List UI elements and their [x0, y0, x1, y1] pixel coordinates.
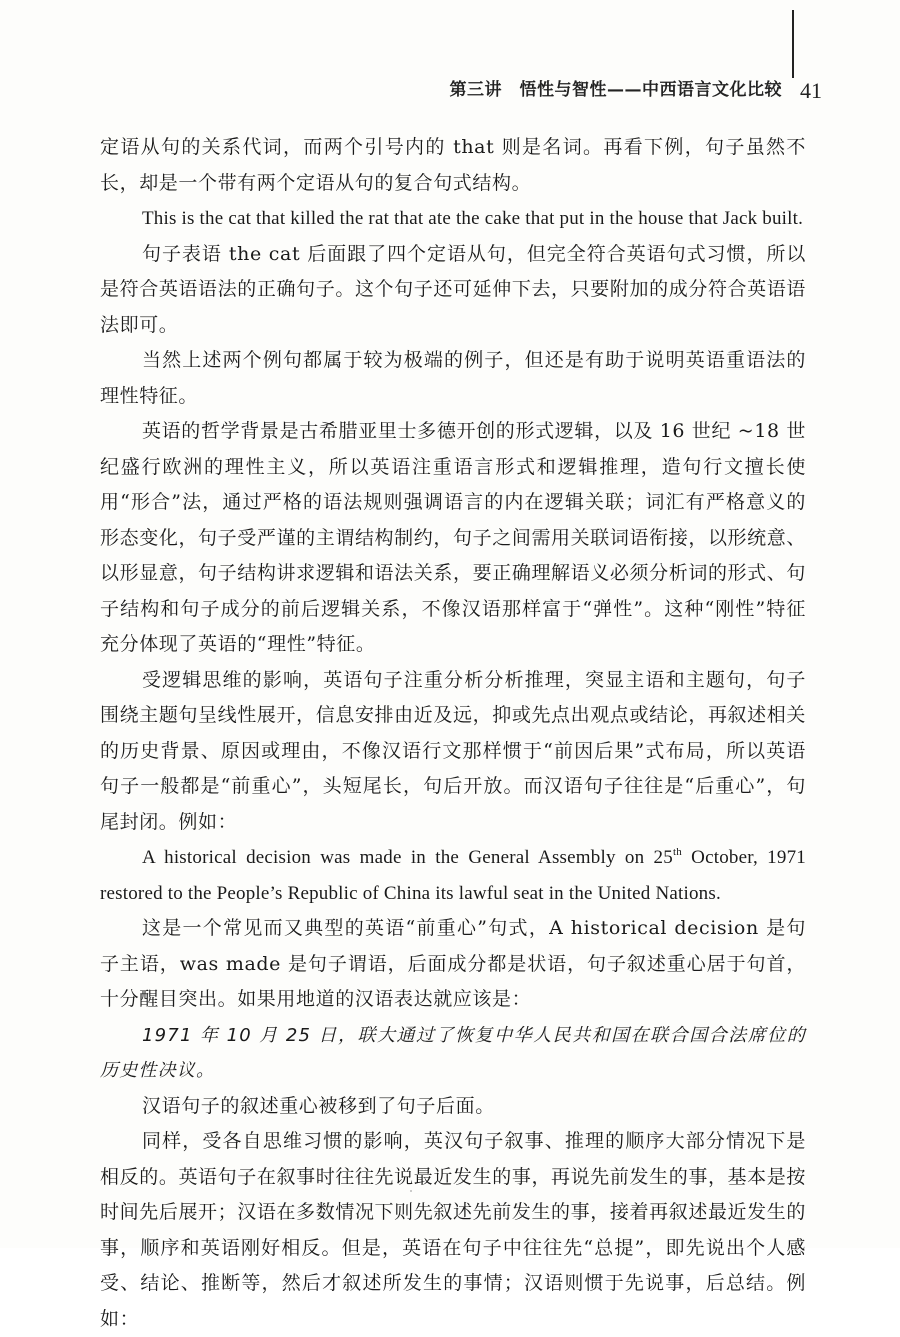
paragraph: 这是一个常见而又典型的英语“前重心”句式，A historical decision 是句子主语，was made 是句子谓语，后面成分都是状语，句子叙述重心居于句首，十分醒目突出。如果用地道的汉语表达就应该是：: [100, 917, 806, 1010]
paragraph: 当然上述两个例句都属于较为极端的例子，但还是有助于说明英语重语法的理性特征。: [100, 349, 806, 407]
chapter-title: 第三讲 悟性与智性——中西语言文化比较: [449, 80, 782, 100]
paragraph: 英语的哲学背景是古希腊亚里士多德开创的形式逻辑，以及 16 世纪 ~18 世纪盛行欧洲的理性主义，所以英语注重语言形式和逻辑推理，造句行文擅长使用“形合”法，通过严格的语法规则强调语言的内在逻辑关联；词汇有严格意义的形态变化，句子受严谨的主谓结构制约，句子之间需用关联词语衔接，以形统意、以形显意，句子结构讲求逻辑和语法关系，要正确理解语义必须分析词的形式、句子结构和句子成分的前后逻辑关系，不像汉语那样富于“弹性”。这种“刚性”特征充分体现了英语的“理性”特征。: [100, 420, 806, 655]
example-text-part: A historical decision was made in the General Assembly on 25: [142, 847, 673, 868]
example-sentence-english: [100, 840, 806, 911]
paragraph: 汉语句子的叙述重心被移到了句子后面。: [142, 1094, 495, 1117]
running-header: [450, 68, 823, 108]
header-divider: [792, 10, 794, 78]
print-speck: [410, 1190, 412, 1192]
example-sentence-english: This is the cat that killed the rat that ate the cake that put in the house that Jack built.: [142, 208, 804, 229]
ordinal-suffix: th: [672, 846, 682, 858]
example-text-part: October, 1971 restored to the People’s Republic of China its lawful seat in the United Nations.: [100, 847, 806, 904]
paragraph: 同样，受各自思维习惯的影响，英汉句子叙事、推理的顺序大部分情况下是相反的。英语句子在叙事时往往先说最近发生的事，再说先前发生的事，基本是按时间先后展开；汉语在多数情况下则先叙述先前发生的事，接着再叙述最近发生的事，顺序和英语刚好相反。但是，英语在句子中往往先“总提”，即先说出个人感受、结论、推断等，然后才叙述所发生的事情；汉语则惯于先说事，后总结。例如：: [100, 1130, 806, 1330]
example-sentence-chinese: 1971 年 10 月 25 日，联大通过了恢复中华人民共和国在联合国合法席位的历史性决议。: [100, 1024, 806, 1081]
paragraph: 句子表语 the cat 后面跟了四个定语从句，但完全符合英语句式习惯，所以是符合英语语法的正确句子。这个句子还可延伸下去，只要附加的成分符合英语语法即可。: [100, 242, 806, 336]
paragraph: 受逻辑思维的影响，英语句子注重分析分析推理，突显主语和主题句，句子围绕主题句呈线性展开，信息安排由近及远，抑或先点出观点或结论，再叙述相关的历史背景、原因或理由，不像汉语行文那样惯于“前因后果”式布局，所以英语句子一般都是“前重心”，头短尾长，句后开放。而汉语句子往往是“后重心”，句尾封闭。例如：: [100, 668, 806, 833]
paragraph: 定语从句的关系代词，而两个引号内的 that 则是名词。再看下例，句子虽然不长，却是一个带有两个定语从句的复合句式结构。: [100, 136, 806, 194]
page-number: 41: [800, 78, 822, 103]
body-text: [100, 130, 806, 1337]
